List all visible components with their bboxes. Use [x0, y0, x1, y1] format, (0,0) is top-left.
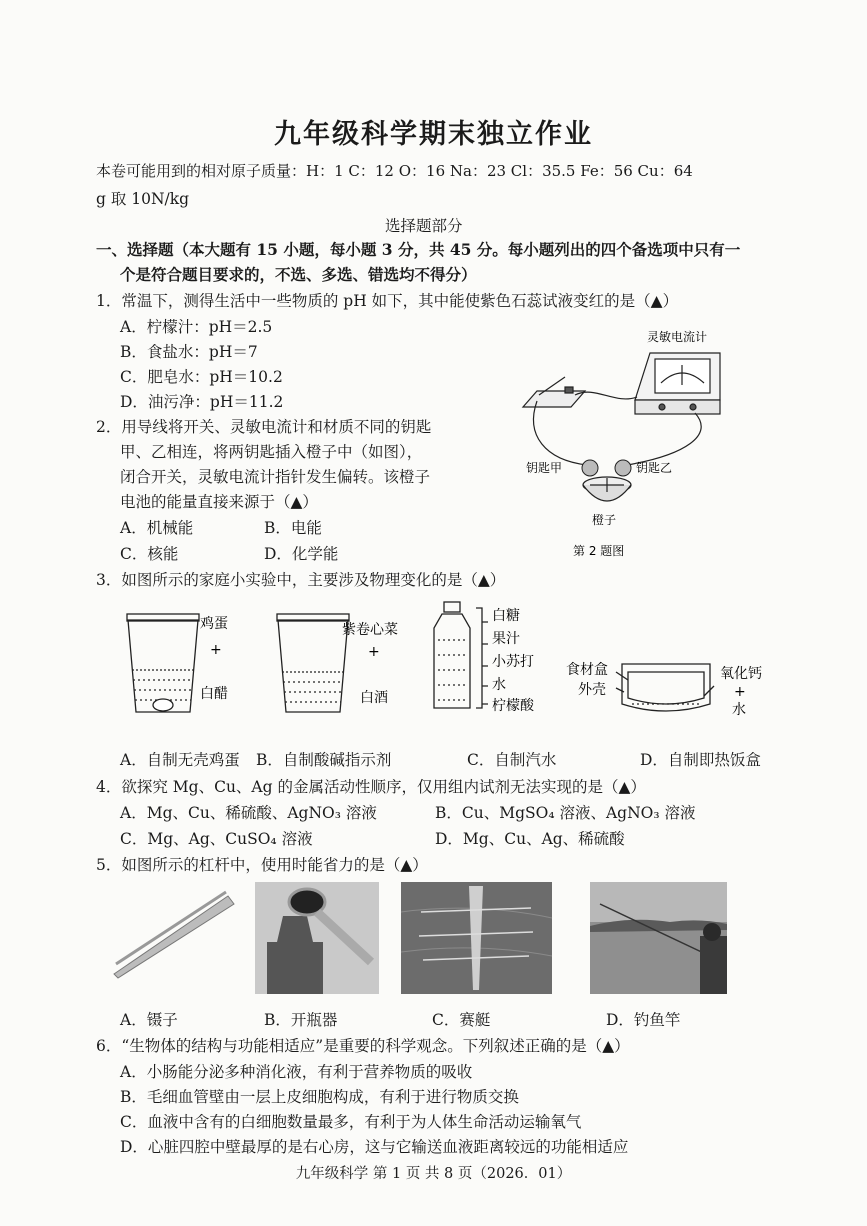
- cup2-label-2: +: [368, 644, 380, 660]
- q6-stem: 6．“生物体的结构与功能相适应”是重要的科学观念。下列叙述正确的是（▲）: [96, 1037, 630, 1055]
- switch: [523, 377, 585, 407]
- key-a: [582, 460, 598, 476]
- q1-option-d: D．油污净：pH＝11.2: [120, 393, 284, 411]
- soda-bottle: [434, 602, 488, 708]
- section-title: 选择题部分: [385, 217, 463, 235]
- q4-option-a: A．Mg、Cu、稀硫酸、AgNO₃ 溶液: [120, 804, 377, 822]
- reagent-label-1: 氧化钙: [720, 666, 762, 682]
- q2-option-b: B．电能: [264, 519, 322, 537]
- q4-option-b: B．Cu、MgSO₄ 溶液、AgNO₃ 溶液: [435, 804, 696, 822]
- q3-stem: 3．如图所示的家庭小实验中，主要涉及物理变化的是（▲）: [96, 571, 506, 589]
- galvanometer-label: 灵敏电流计: [647, 330, 708, 344]
- q2-figure-caption: 第 2 题图: [573, 544, 625, 558]
- key-b-label: 钥匙乙: [636, 461, 673, 475]
- atomic-mass-line: 本卷可能用到的相对原子质量：H：1 C：12 O：16 Na：23 Cl：35.5 Fe：56 Cu：64: [96, 162, 693, 180]
- cup2-label-1: 紫卷心菜: [342, 622, 398, 638]
- q2-stem-line3: 闭合开关，灵敏电流计指针发生偏转。该橙子: [120, 468, 431, 486]
- galvanometer: [635, 353, 720, 414]
- key-a-label: 钥匙甲: [526, 461, 563, 475]
- q3-figures: [120, 600, 780, 725]
- fishing-rod-image: [590, 882, 727, 994]
- q2-option-a: A．机械能: [120, 519, 194, 537]
- q1-option-b: B．食盐水：pH＝7: [120, 343, 258, 361]
- bottle-label-2: 果汁: [492, 631, 520, 647]
- bottle-label-1: 白糖: [492, 608, 520, 624]
- orange: [583, 477, 631, 501]
- bottle-label-4: 水: [492, 677, 506, 693]
- q5-option-c: C．赛艇: [432, 1011, 491, 1029]
- part1-heading-line1: 一、选择题（本大题有 15 小题，每小题 3 分，共 45 分。每小题列出的四个备选项中只有一: [96, 240, 741, 259]
- cup1-label-3: 白醋: [200, 686, 228, 702]
- q5-option-b: B．开瓶器: [264, 1011, 338, 1029]
- q6-option-c: C．血液中含有的白细胞数量最多，有利于为人体生命活动运输氧气: [120, 1113, 582, 1131]
- q2-stem-line2: 甲、乙相连，将两钥匙插入橙子中（如图），: [120, 443, 423, 461]
- q3-option-d: D．自制即热饭盒: [640, 751, 761, 769]
- shell-label: 外壳: [578, 682, 606, 698]
- cup1-label-2: +: [210, 642, 222, 658]
- q2-option-d: D．化学能: [264, 545, 339, 563]
- tweezers-image: [110, 882, 240, 982]
- q4-stem: 4．欲探究 Mg、Cu、Ag 的金属活动性顺序，仅用组内试剂无法实现的是（▲）: [96, 778, 646, 796]
- key-b: [615, 460, 631, 476]
- bottle-label-5: 柠檬酸: [492, 698, 534, 714]
- q5-option-d: D．钓鱼竿: [606, 1011, 681, 1029]
- reagent-label-3: 水: [732, 702, 746, 718]
- part1-heading-line2: 个是符合题目要求的，不选、多选、错选均不得分）: [120, 265, 477, 284]
- orange-label: 橙子: [592, 513, 617, 527]
- q1-option-c: C．肥皂水：pH＝10.2: [120, 368, 283, 386]
- cup-egg-vinegar: [127, 614, 199, 712]
- g-value-line: g 取 10N/kg: [96, 190, 190, 208]
- q6-option-d: D．心脏四腔中壁最厚的是右心房，这与它输送血液距离较远的功能相适应: [120, 1138, 629, 1156]
- q6-option-a: A．小肠能分泌多种消化液，有利于营养物质的吸收: [120, 1063, 473, 1081]
- page-title: 九年级科学期末独立作业: [274, 119, 593, 150]
- q2-option-c: C．核能: [120, 545, 179, 563]
- q1-stem: 1．常温下，测得生活中一些物质的 pH 如下，其中能使紫色石蕊试液变红的是（▲）: [96, 292, 679, 310]
- q1-option-a: A．柠檬汁：pH＝2.5: [120, 318, 273, 336]
- q3-option-c: C．自制汽水: [467, 751, 557, 769]
- q6-option-b: B．毛细血管壁由一层上皮细胞构成，有利于进行物质交换: [120, 1088, 519, 1106]
- page-footer: 九年级科学 第 1 页 共 8 页（2026．01）: [295, 1166, 572, 1182]
- bottle-opener-image: [255, 882, 379, 994]
- q2-stem-line4: 电池的能量直接来源于（▲）: [120, 493, 318, 511]
- q2-stem-line1: 2．用导线将开关、灵敏电流计和材质不同的钥匙: [96, 418, 432, 436]
- cup-cabbage-liquor: [277, 614, 349, 712]
- q4-option-d: D．Mg、Cu、Ag、稀硫酸: [435, 830, 625, 848]
- q4-option-c: C．Mg、Ag、CuSO₄ 溶液: [120, 830, 313, 848]
- rowing-boat-image: [401, 882, 552, 994]
- box-label: 食材盒: [566, 662, 608, 678]
- heating-food-box: [616, 664, 714, 711]
- reagent-label-2: +: [734, 684, 746, 700]
- q3-option-a: A．自制无壳鸡蛋: [120, 751, 240, 769]
- bottle-label-3: 小苏打: [492, 654, 534, 670]
- cup1-label-1: 鸡蛋: [200, 616, 228, 632]
- q5-option-a: A．镊子: [120, 1011, 178, 1029]
- q2-circuit-figure: [515, 325, 730, 558]
- q3-option-b: B．自制酸碱指示剂: [256, 751, 392, 769]
- cup2-label-3: 白酒: [360, 690, 388, 706]
- q5-stem: 5．如图所示的杠杆中，使用时能省力的是（▲）: [96, 856, 428, 874]
